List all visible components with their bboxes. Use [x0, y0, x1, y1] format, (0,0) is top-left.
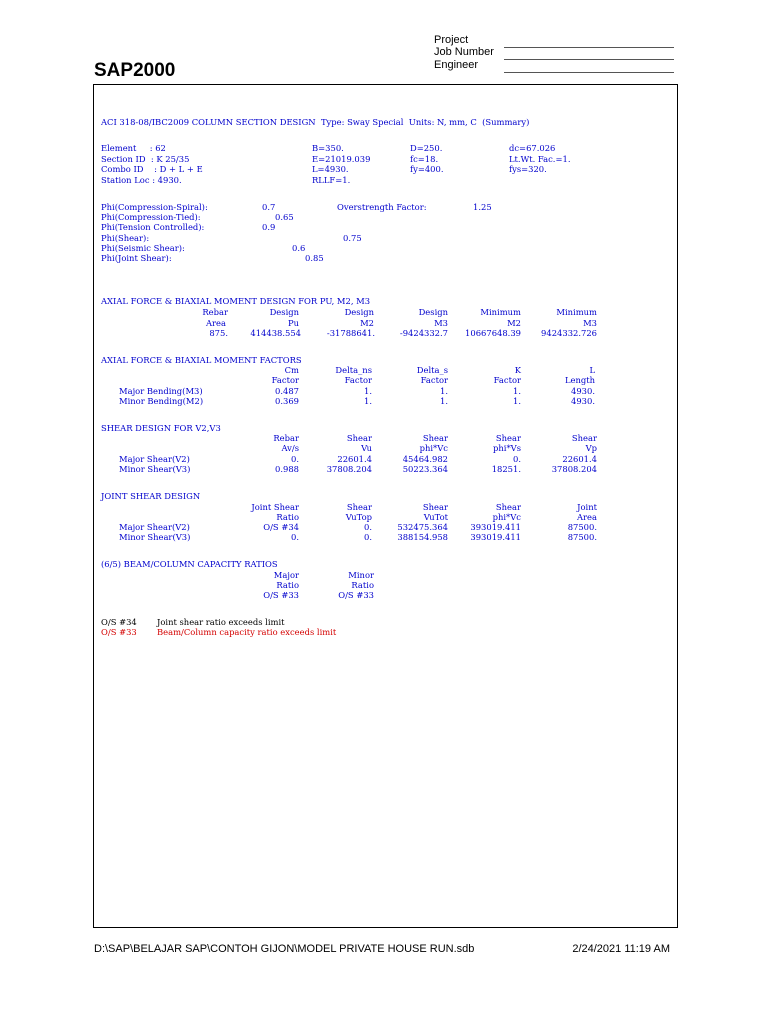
column-header: Joint — [577, 502, 597, 512]
column-header: Vu — [361, 443, 372, 453]
table-cell: 0. — [513, 454, 521, 464]
column-header: Joint Shear — [251, 502, 299, 512]
note-code: O/S #34 — [101, 617, 137, 627]
section-title: SHEAR DESIGN FOR V2,V3 — [101, 423, 221, 433]
info-cell: E=21019.039 — [312, 154, 371, 164]
info-cell: fys=320. — [509, 164, 547, 174]
info-cell: Combo ID : D + L + E — [101, 164, 203, 174]
job-number-line — [504, 59, 674, 60]
column-header: Pu — [287, 318, 299, 328]
row-label: Minor Bending(M2) — [119, 396, 204, 406]
table-cell: 393019.411 — [470, 522, 521, 532]
column-header: Shear — [422, 502, 448, 512]
column-header: Ratio — [351, 580, 374, 590]
column-header: Vp — [585, 443, 597, 453]
column-header: Area — [205, 318, 226, 328]
column-header: phi*Vs — [493, 443, 521, 453]
section-title: (6/5) BEAM/COLUMN CAPACITY RATIOS — [101, 559, 278, 569]
table-cell: 0. — [291, 454, 299, 464]
info-cell: dc=67.026 — [509, 143, 556, 153]
phi-label: Phi(Compression-Tied): — [101, 212, 201, 222]
table-cell: -31788641. — [326, 328, 375, 338]
column-header: Minimum — [480, 307, 521, 317]
table-cell: 0.369 — [275, 396, 299, 406]
column-header: Length — [564, 375, 595, 385]
table-cell: 10667648.39 — [465, 328, 521, 338]
table-cell: 0.988 — [275, 464, 299, 474]
column-header: M3 — [583, 318, 597, 328]
table-cell: 37808.204 — [326, 464, 372, 474]
info-cell: Section ID : K 25/35 — [101, 154, 190, 164]
table-cell: O/S #33 — [263, 590, 299, 600]
phi-value: 0.75 — [343, 233, 362, 243]
column-header: Delta_s — [416, 365, 448, 375]
phi-value: 0.6 — [292, 243, 306, 253]
engineer-label: Engineer — [434, 59, 479, 71]
row-label: Minor Shear(V3) — [119, 464, 191, 474]
column-header: Delta_ns — [335, 365, 372, 375]
engineer-line — [504, 72, 674, 73]
column-header: M2 — [507, 318, 521, 328]
table-cell: 87500. — [567, 522, 597, 532]
column-header: K — [514, 365, 521, 375]
table-cell: 532475.364 — [397, 522, 448, 532]
column-header: phi*Vc — [492, 512, 521, 522]
section-title: AXIAL FORCE & BIAXIAL MOMENT DESIGN FOR PU, M2, M3 — [101, 296, 371, 306]
phi-label: Phi(Shear): — [101, 233, 150, 243]
table-cell: 18251. — [491, 464, 521, 474]
table-cell: O/S #34 — [263, 522, 299, 532]
section-title: AXIAL FORCE & BIAXIAL MOMENT FACTORS — [101, 355, 302, 365]
table-cell: 1. — [513, 386, 521, 396]
column-header: Ratio — [276, 580, 299, 590]
info-cell: Station Loc : 4930. — [101, 175, 182, 185]
report-title: ACI 318-08/IBC2009 COLUMN SECTION DESIGN Type: Sway Special Units: N, mm, C (Summary) — [101, 117, 530, 127]
table-cell: 1. — [364, 396, 372, 406]
table-cell: 875. — [209, 328, 228, 338]
job-number-label: Job Number — [434, 46, 494, 58]
row-label: Minor Shear(V3) — [119, 532, 191, 542]
table-cell: 22601.4 — [337, 454, 372, 464]
note-code: O/S #33 — [101, 627, 137, 637]
overstrength-label: Overstrength Factor: — [337, 202, 427, 212]
info-cell: Lt.Wt. Fac.=1. — [509, 154, 571, 164]
column-header: Cm — [284, 365, 299, 375]
table-cell: 393019.411 — [470, 532, 521, 542]
column-header: Rebar — [202, 307, 228, 317]
column-header: Minor — [348, 570, 374, 580]
phi-label: Phi(Tension Controlled): — [101, 222, 205, 232]
phi-value: 0.7 — [262, 202, 276, 212]
row-label: Major Shear(V2) — [119, 454, 190, 464]
table-cell: 45464.982 — [402, 454, 448, 464]
phi-label: Phi(Seismic Shear): — [101, 243, 185, 253]
column-header: L — [589, 365, 595, 375]
table-cell: 22601.4 — [562, 454, 597, 464]
phi-label: Phi(Joint Shear): — [101, 253, 172, 263]
column-header: Factor — [420, 375, 448, 385]
table-cell: 4930. — [571, 386, 595, 396]
info-cell: Element : 62 — [101, 143, 166, 153]
column-header: VuTot — [423, 512, 448, 522]
column-header: Factor — [271, 375, 299, 385]
table-cell: 50223.364 — [402, 464, 448, 474]
table-cell: 37808.204 — [551, 464, 597, 474]
table-cell: 414438.554 — [250, 328, 301, 338]
column-header: Factor — [344, 375, 372, 385]
phi-value: 0.65 — [275, 212, 294, 222]
project-line — [504, 47, 674, 48]
column-header: VuTop — [345, 512, 372, 522]
phi-value: 0.85 — [305, 253, 324, 263]
column-header: Shear — [346, 433, 372, 443]
column-header: Area — [576, 512, 597, 522]
table-cell: -9424332.7 — [399, 328, 448, 338]
table-cell: 9424332.726 — [541, 328, 597, 338]
info-cell: fc=18. — [410, 154, 439, 164]
row-label: Major Shear(V2) — [119, 522, 190, 532]
table-cell: 0.487 — [275, 386, 299, 396]
info-cell: L=4930. — [312, 164, 349, 174]
print-datetime: 2/24/2021 11:19 AM — [572, 943, 670, 955]
table-cell: 87500. — [567, 532, 597, 542]
file-path: D:\SAP\BELAJAR SAP\CONTOH GIJON\MODEL PRIVATE HOUSE RUN.sdb — [94, 943, 475, 955]
column-header: Design — [418, 307, 448, 317]
table-cell: 0. — [364, 522, 372, 532]
phi-value: 0.9 — [262, 222, 276, 232]
column-header: Design — [344, 307, 374, 317]
column-header: Shear — [346, 502, 372, 512]
column-header: Ratio — [276, 512, 299, 522]
table-cell: 0. — [291, 532, 299, 542]
table-cell: 1. — [513, 396, 521, 406]
info-cell: fy=400. — [410, 164, 444, 174]
overstrength-value: 1.25 — [473, 202, 492, 212]
column-header: Av/s — [281, 443, 299, 453]
table-cell: 1. — [440, 396, 448, 406]
project-label: Project — [434, 34, 469, 46]
table-cell: 1. — [440, 386, 448, 396]
table-cell: 388154.958 — [397, 532, 448, 542]
info-cell: RLLF=1. — [312, 175, 351, 185]
note-text: Beam/Column capacity ratio exceeds limit — [157, 627, 337, 637]
column-header: Shear — [495, 433, 521, 443]
column-header: Minimum — [556, 307, 597, 317]
column-header: M2 — [360, 318, 374, 328]
table-cell: 4930. — [571, 396, 595, 406]
column-header: phi*Vc — [419, 443, 448, 453]
column-header: Major — [273, 570, 299, 580]
column-header: Design — [269, 307, 299, 317]
column-header: Shear — [571, 433, 597, 443]
app-name: SAP2000 — [94, 60, 176, 81]
info-cell: B=350. — [312, 143, 344, 153]
column-header: Rebar — [273, 433, 299, 443]
phi-label: Phi(Compression-Spiral): — [101, 202, 208, 212]
column-header: Shear — [422, 433, 448, 443]
note-text: Joint shear ratio exceeds limit — [157, 617, 285, 627]
column-header: Factor — [493, 375, 521, 385]
column-header: M3 — [434, 318, 448, 328]
row-label: Major Bending(M3) — [119, 386, 203, 396]
info-cell: D=250. — [410, 143, 443, 153]
table-cell: 0. — [364, 532, 372, 542]
column-header: Shear — [495, 502, 521, 512]
table-cell: 1. — [364, 386, 372, 396]
table-cell: O/S #33 — [338, 590, 374, 600]
section-title: JOINT SHEAR DESIGN — [101, 491, 201, 501]
